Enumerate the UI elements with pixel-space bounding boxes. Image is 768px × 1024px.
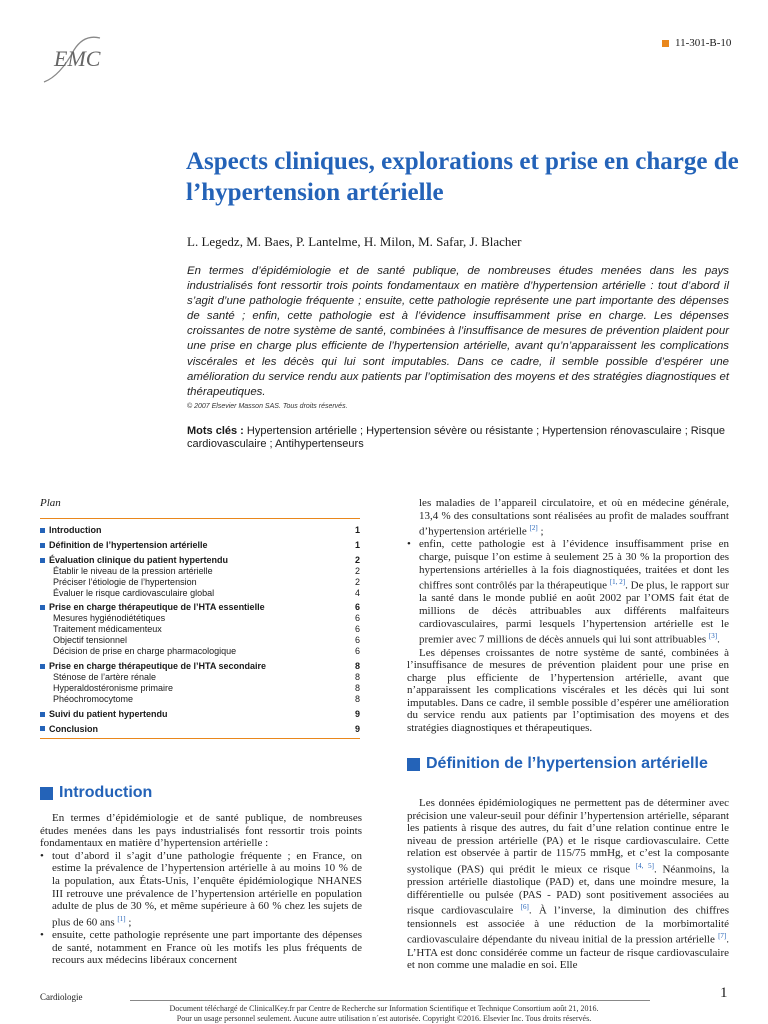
plan-item-page: 6 — [354, 635, 360, 646]
plan-divider — [40, 738, 360, 739]
plan-item-text: Sténose de l’artère rénale — [53, 671, 157, 682]
reference-code: 11-301-B-10 — [675, 37, 732, 49]
plan-item-text: Préciser l’étiologie de l’hypertension — [53, 576, 197, 587]
bullet-3-text-b: . De plus, le rapport sur la santé dans le monde publié en août 2002 par l’OMS fait état de millions de décès attribuables aux différents malfaiteurs cardiovasculaires, parmi lesquels l’hypertension artérielle est le premier avec 7 millions de décès annuels qui lui sont attribuables — [419, 579, 729, 646]
plan-item-label — [40, 525, 102, 536]
intro-bullet-3 — [407, 538, 729, 646]
definition-paragraph — [407, 797, 729, 972]
blue-square-bullet-icon — [40, 528, 45, 533]
def-text-2: . Néanmoins, la pression artérielle diastolique (PAD) et, dans une moindre mesure, la différentielle ou pulsée (PAS - PAD) sont positivement associées au risque cardiovasculaire — [407, 863, 730, 918]
plan-item-text: Prise en charge thérapeutique de l’HTA secondaire — [49, 660, 267, 671]
copyright: © 2007 Elsevier Masson SAS. Tous droits réservés. — [187, 403, 348, 410]
plan-item-page: 4 — [354, 587, 360, 598]
plan-subsection-item[interactable] — [40, 635, 360, 646]
bullet-3-text-a: enfin, cette pathologie est à l’évidence insuffisamment prise en charge, puisque l’on estime à seulement 25 à 30 % la proportion des hypertensions artérielles à la fois diagnostiquées, traitées et dont les chiffres sont contrôlés par la thérapeutique — [419, 538, 729, 592]
logo-text: EMC — [54, 46, 101, 71]
plan-item-label — [40, 602, 265, 613]
plan-subsection-item[interactable] — [40, 683, 360, 694]
plan-item-text: Suivi du patient hypertendu — [49, 708, 168, 719]
definition-body — [407, 797, 729, 972]
plan-item-page: 9 — [354, 708, 360, 719]
disclaimer-line-2: Pour un usage personnel seulement. Aucune autre utilisation n´est autorisée. Copyright ©2016. Elsevier Inc. Tous droits réservés. — [176, 1013, 592, 1023]
plan-subsection-item[interactable] — [40, 646, 360, 657]
authors: L. Legedz, M. Baes, P. Lantelme, H. Milon, M. Safar, J. Blacher — [187, 234, 522, 249]
keywords — [187, 425, 727, 451]
plan-list — [40, 525, 360, 734]
blue-square-bullet-icon — [40, 558, 45, 563]
intro-paragraph-2: Les dépenses croissantes de notre système de santé, combinées à l’insuffisance de mesures de prévention plaident pour une prise en charge plus efficiente de l’hypertension artérielle, avant que n’apparaissent les complications viscérales et les décès qui lui sont imputables. Dans ce cadre, il semble possible d’espérer une amélioration du service rendu aux patients par l’optimisation des moyens et des stratégies diagnostiques et thérapeutiques. — [407, 646, 729, 735]
citation-link[interactable]: [1, 2] — [609, 578, 626, 587]
plan-item-label — [40, 555, 228, 566]
plan-item-page: 8 — [354, 693, 360, 704]
plan-item-page: 8 — [354, 682, 360, 693]
plan-section-item[interactable] — [40, 661, 360, 672]
plan-item-text: Introduction — [49, 525, 102, 535]
plan-item-text: Établir le niveau de la pression artérielle — [53, 565, 213, 576]
plan-item-text: Hyperaldostéronisme primaire — [53, 682, 174, 693]
def-text-4: . L’HTA est donc considérée comme un facteur de risque cardiovasculaire et non comme une maladie en soi. Elle — [407, 933, 730, 972]
plan-item-page: 8 — [354, 660, 360, 671]
plan-item-label — [40, 724, 98, 735]
plan-item-label — [40, 661, 266, 672]
plan-subsection-item[interactable] — [40, 577, 360, 588]
citation-link[interactable]: [7] — [718, 932, 727, 941]
plan-item-text: Objectif tensionnel — [53, 635, 128, 646]
plan-subsection-item[interactable] — [40, 613, 360, 624]
plan-item-label — [53, 683, 173, 694]
plan-section-item[interactable] — [40, 602, 360, 613]
disclaimer-divider — [130, 1000, 650, 1001]
blue-square-bullet-icon — [40, 605, 45, 610]
blue-square-bullet-icon — [40, 664, 45, 669]
plan-box — [40, 497, 360, 739]
bullet-3-end: . — [717, 633, 720, 646]
plan-item-text: Évaluation clinique du patient hypertendu — [49, 554, 229, 565]
keywords-text: Hypertension artérielle ; Hypertension sévère ou résistante ; Hypertension rénovasculaire ; Risque cardiovasculaire ; Antihypertenseurs — [187, 425, 726, 450]
plan-subsection-item[interactable] — [40, 624, 360, 635]
bullet-1-end: ; — [125, 916, 132, 929]
plan-item-text: Mesures hygiénodiététiques — [53, 613, 166, 624]
definition-heading — [407, 754, 727, 774]
bullet-1-text: tout d’abord il s’agit d’une pathologie fréquente ; en France, on estime la prévalence de l’hypertension artérielle à au moins 10 % de la population, aux États-Unis, l’enquête épidémiologique NHANES III retrouve une prévalence de l’hypertension artérielle en population adulte de plus de 30 %, et même supérieure à 60 % chez les sujets de plus de 60 ans — [52, 849, 362, 929]
definition-heading-text: Définition de l’hypertension artérielle — [426, 755, 708, 772]
plan-item-page: 9 — [354, 723, 360, 734]
citation-link[interactable]: [3] — [708, 632, 718, 641]
plan-item-label — [53, 672, 156, 683]
plan-item-page: 8 — [354, 671, 360, 682]
plan-item-label — [40, 540, 208, 551]
blue-square-bullet-icon — [40, 726, 45, 731]
plan-item-text: Conclusion — [49, 723, 98, 734]
blue-square-bullet-icon — [40, 712, 45, 717]
plan-subsection-item[interactable] — [40, 672, 360, 683]
plan-item-label — [40, 709, 168, 720]
plan-item-text: Traitement médicamenteux — [53, 624, 162, 635]
introduction-heading-text: Introduction — [59, 784, 153, 801]
plan-item-page: 1 — [354, 525, 360, 535]
plan-item-page: 2 — [354, 554, 360, 565]
plan-item-text: Prise en charge thérapeutique de l’HTA essentielle — [49, 602, 265, 613]
plan-item-label — [53, 566, 213, 577]
bullet-2-cont-end: ; — [537, 525, 544, 538]
plan-item-text: Phéochromocytome — [53, 693, 134, 704]
plan-section-item[interactable] — [40, 540, 360, 551]
citation-link[interactable]: [1] — [117, 914, 126, 923]
plan-section-item[interactable] — [40, 724, 360, 735]
plan-subsection-item[interactable] — [40, 566, 360, 577]
plan-item-text: Décision de prise en charge pharmacologique — [53, 646, 237, 657]
plan-item-text: Évaluer le risque cardiovasculaire global — [53, 587, 215, 598]
plan-item-label — [53, 588, 214, 599]
intro-bullets — [40, 850, 362, 967]
keywords-label: Mots clés : — [187, 425, 244, 437]
article-title: Aspects cliniques, explorations et prise en charge de l’hypertension artérielle — [186, 148, 739, 206]
plan-item-page: 6 — [354, 613, 360, 624]
plan-item-label — [53, 646, 236, 657]
plan-section-item[interactable] — [40, 709, 360, 720]
plan-item-page: 6 — [354, 602, 360, 613]
page-number: 1 — [720, 985, 728, 1001]
plan-item-label — [53, 577, 197, 588]
intro-paragraph: En termes d’épidémiologie et de santé publique, de nombreuses études menées dans les pays industrialisés font ressortir trois points fondamentaux en matière d’hypertension artérielle : — [40, 812, 362, 850]
download-disclaimer — [0, 1004, 768, 1023]
bullet-2-continuation — [407, 497, 729, 538]
intro-bullet-2 — [40, 929, 362, 967]
abstract: En termes d’épidémiologie et de santé publique, de nombreuses études menées dans les pays industrialisés font ressortir trois points fondamentaux en matière d’hypertension artérielle : tout d’abord il s’agit d’une pathologie fréquente ; ensuite, cette pathologie représente une part importante des dépenses de santé ; enfin, cette pathologie est à l’évidence insuffisamment prise en charge. Les dépenses croissantes de notre système de santé, combinées à l’insuffisance de mesures de prévention plaident pour une prise en charge plus efficiente de l’hypertension artérielle, avant qu’n’apparaissent les complications viscérales et les décès qui lui sont imputables. Dans ce cadre, il semble possible d’espérer une amélioration du service rendu aux patients par l’optimisation des moyens et des stratégies diagnostiques et thérapeutiques. — [187, 265, 729, 398]
right-column-body — [407, 497, 729, 735]
plan-item-label — [53, 624, 162, 635]
disclaimer-line-1: Document téléchargé de ClinicalKey.fr par Centre de Recherche sur Information Scientifique et Technique Consortium août 21, 2016. — [169, 1004, 599, 1013]
plan-item-label — [53, 635, 127, 646]
emc-logo — [40, 30, 104, 90]
def-text-1: Les données épidémiologiques ne permettent pas de déterminer avec précision une valeur-seuil pour définir l’hypertension artérielle, séparant les patients à risque des autres, du fait d’une relation continue entre le niveau de pression artérielle (PA) et le risque cardiovasculaire. Cette relation est observée à partir de 115/75 mmHg, et c’est la composante systolique (PAS) qui prédit le mieux ce risque — [407, 797, 729, 876]
introduction-heading — [40, 784, 152, 802]
plan-subsection-item[interactable] — [40, 694, 360, 705]
citation-link[interactable]: [4, 5] — [635, 861, 654, 870]
plan-item-page: 6 — [354, 624, 360, 635]
plan-subsection-item[interactable] — [40, 588, 360, 599]
citation-link[interactable]: [6] — [520, 903, 529, 912]
plan-item-text: Définition de l’hypertension artérielle — [49, 539, 208, 550]
plan-item-page: 1 — [354, 539, 360, 550]
introduction-body — [40, 812, 362, 967]
blue-square-bullet-icon — [40, 543, 45, 548]
plan-item-page: 2 — [354, 576, 360, 587]
intro-bullets-cont — [407, 538, 729, 646]
plan-section-item[interactable] — [40, 555, 360, 566]
section-square-icon — [40, 787, 53, 800]
bullet-2-text: ensuite, cette pathologie représente une part importante des dépenses de santé, notamment en France où les motifs les plus fréquents de recours aux médecins libéraux concernent — [52, 929, 362, 967]
section-square-icon — [407, 758, 420, 771]
def-text-3: . À l’inverse, la diminution des chiffres tensionnels est associée à une réduction de la morbimortalité cardiovasculaire dépendante du niveau initial de la pression artérielle — [407, 905, 730, 946]
plan-heading: Plan — [40, 497, 360, 519]
journal-name: Cardiologie — [40, 992, 83, 1002]
plan-item-page: 2 — [354, 565, 360, 576]
plan-item-page: 6 — [354, 646, 360, 657]
citation-link[interactable]: [2] — [529, 524, 538, 533]
orange-square-icon — [662, 40, 669, 47]
plan-item-label — [53, 613, 165, 624]
plan-section-item[interactable] — [40, 525, 360, 536]
plan-item-label — [53, 694, 133, 705]
intro-bullet-1 — [40, 850, 362, 929]
article-reference — [662, 37, 731, 49]
bullet-2-cont-text: les maladies de l’appareil circulatoire, et où en médecine générale, 13,4 % des consultations sont réalisées au profit de malades souffrant d’hypertension artérielle — [419, 497, 729, 538]
